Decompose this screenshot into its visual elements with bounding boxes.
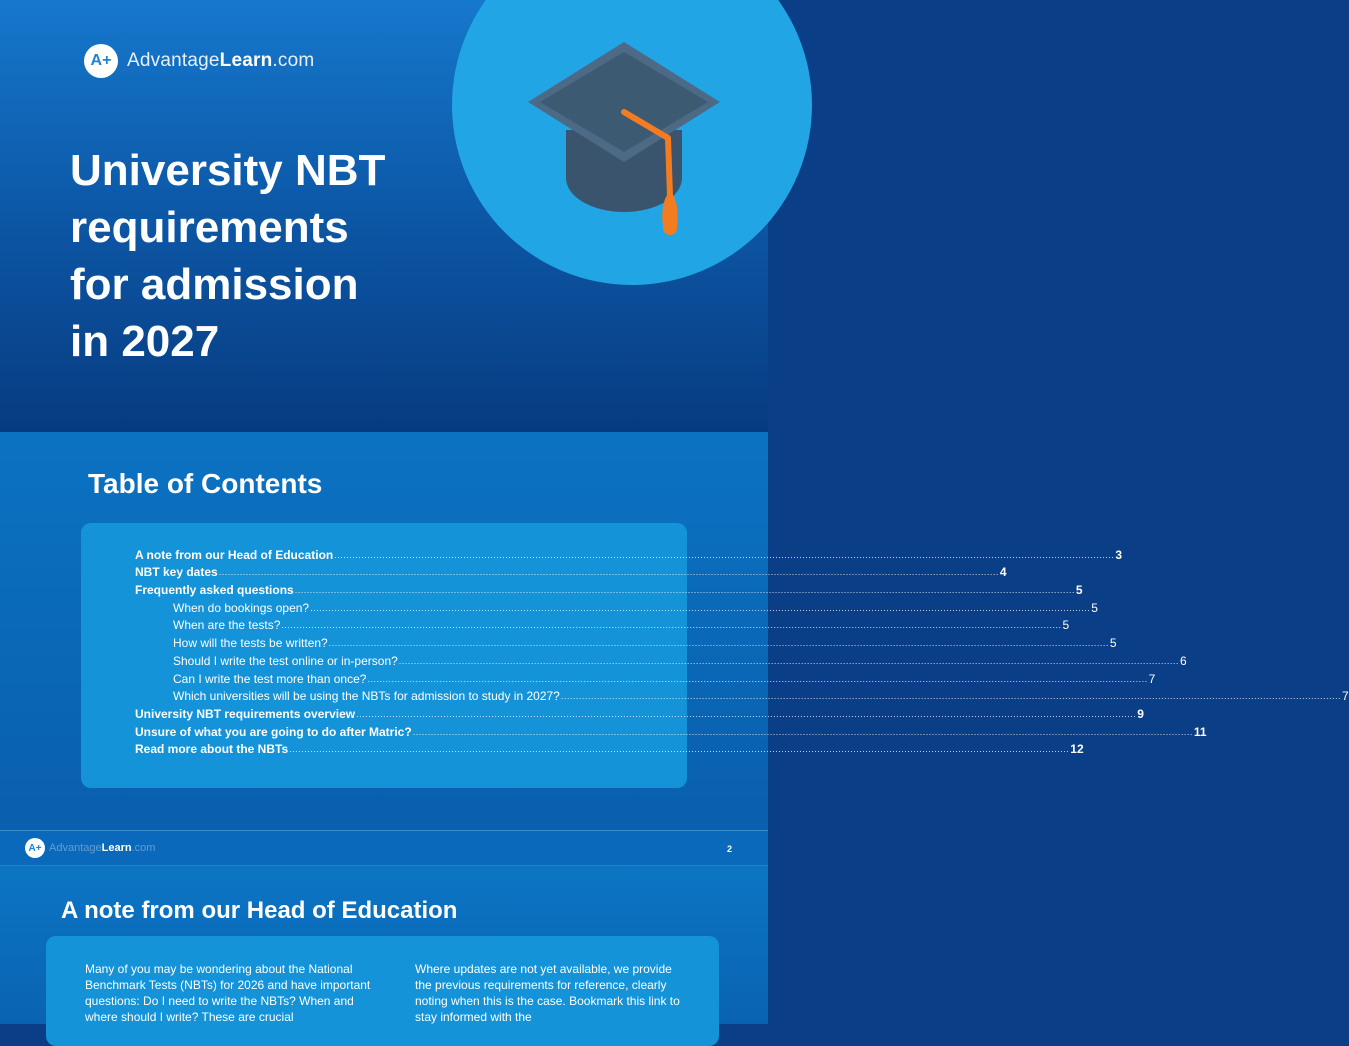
toc-subentry[interactable]	[135, 687, 1349, 705]
cover-title	[70, 142, 450, 370]
cover-title-line: for admission	[70, 260, 359, 309]
toc-entry-title: A note from our Head of Education	[135, 547, 334, 562]
toc-entry-page: 12	[1070, 742, 1084, 757]
cover-title-line: requirements	[70, 203, 349, 252]
brand-logo[interactable]	[84, 44, 314, 78]
toc-entry-title: Which universities will be using the NBTs for admission to study in 2027?	[173, 689, 560, 704]
toc-leader: ....................................................................................................................................................................................................................................................................	[281, 620, 1062, 631]
toc-leader: ....................................................................................................................................................................................................................................................................	[334, 549, 1115, 560]
toc-entry-page: 5	[1062, 618, 1070, 633]
toc-entry-title: When do bookings open?	[173, 600, 310, 615]
page-number: 2	[726, 844, 732, 854]
toc-subentry[interactable]	[135, 633, 1117, 651]
brand-badge-icon: A+	[84, 44, 118, 78]
toc-leader: ....................................................................................................................................................................................................................................................................	[294, 585, 1075, 596]
toc-entry-title: Can I write the test more than once?	[173, 671, 367, 686]
toc-leader: ....................................................................................................................................................................................................................................................................	[328, 638, 1109, 649]
graduation-cap-icon	[520, 30, 730, 240]
toc-entry-page: 3	[1115, 547, 1123, 562]
toc-leader: ....................................................................................................................................................................................................................................................................	[289, 744, 1070, 755]
page-header-band	[0, 830, 768, 866]
table-of-contents-page	[0, 432, 1349, 830]
toc-entry-title: University NBT requirements overview	[135, 706, 356, 721]
toc-leader: ....................................................................................................................................................................................................................................................................	[398, 655, 1179, 666]
toc-entry-page: 7	[1342, 689, 1349, 704]
note-column-left	[85, 961, 377, 1025]
toc-entry-title: NBT key dates	[135, 565, 218, 580]
cover-title-line: University NBT	[70, 146, 386, 195]
toc-entry[interactable]	[135, 563, 1007, 581]
toc-entry[interactable]	[135, 704, 1144, 722]
cover-title-line: in 2027	[70, 317, 220, 366]
toc-subentry[interactable]	[135, 669, 1156, 687]
note-heading: A note from our Head of Education	[61, 897, 458, 924]
toc-entry-page: 4	[999, 565, 1007, 580]
toc-entry-title: Unsure of what you are going to do after Matric?	[135, 724, 412, 739]
brand-wordmark	[127, 50, 314, 72]
brand-name-light: Advantage	[49, 842, 102, 854]
toc-entry-page: 11	[1193, 724, 1207, 739]
note-column-right: Where updates are not yet available, we provide the previous requirements for reference, clearly noting when this is the case. Bookmark this link to stay informed with the	[415, 962, 680, 1024]
toc-entry-title: When are the tests?	[173, 618, 281, 633]
toc-heading: Table of Contents	[88, 468, 323, 499]
toc-list	[135, 545, 1349, 757]
toc-entry[interactable]	[135, 722, 1207, 740]
brand-name-light: Advantage	[127, 50, 220, 71]
toc-entry-page: 9	[1137, 706, 1144, 721]
toc-subentry[interactable]	[135, 598, 1098, 616]
toc-subentry[interactable]	[135, 616, 1070, 634]
note-text: These are crucial	[198, 1010, 294, 1024]
head-of-education-note-page	[0, 866, 768, 1024]
toc-entry-page: 5	[1091, 600, 1098, 615]
toc-entry-title: Read more about the NBTs	[135, 742, 289, 757]
toc-entry-title: Frequently asked questions	[135, 583, 294, 598]
brand-name-suffix: .com	[272, 50, 315, 71]
header-brand-logo[interactable]	[25, 838, 155, 858]
toc-leader: ....................................................................................................................................................................................................................................................................	[412, 726, 1193, 737]
brand-name-suffix: .com	[131, 842, 156, 854]
note-box	[46, 936, 719, 1046]
toc-entry[interactable]	[135, 580, 1083, 598]
toc-entry-title: How will the tests be written?	[173, 636, 328, 651]
toc-entry-page: 7	[1148, 671, 1156, 686]
note-text-emphasis: Do I need to write the NBTs? When and where should I write?	[85, 994, 354, 1024]
toc-leader: ....................................................................................................................................................................................................................................................................	[367, 673, 1148, 684]
toc-box	[81, 523, 1349, 788]
toc-leader: ....................................................................................................................................................................................................................................................................	[218, 567, 999, 578]
toc-leader: ....................................................................................................................................................................................................................................................................	[356, 708, 1137, 719]
toc-leader: ....................................................................................................................................................................................................................................................................	[560, 691, 1341, 702]
toc-subentry[interactable]	[135, 651, 1187, 669]
brand-badge-icon: A+	[25, 838, 45, 858]
toc-entry[interactable]	[135, 740, 1084, 758]
toc-entry-page: 5	[1075, 583, 1083, 598]
brand-name-bold: Learn	[219, 50, 273, 71]
toc-entry[interactable]	[135, 545, 1123, 563]
note-text: Many of you may be wondering about the National Benchmark Tests (NBTs) for 2026 and have important questions:	[85, 962, 371, 1008]
toc-leader: ....................................................................................................................................................................................................................................................................	[310, 602, 1091, 613]
toc-entry-page: 6	[1179, 653, 1187, 668]
cover-page	[0, 0, 768, 432]
toc-entry-page: 5	[1109, 636, 1117, 651]
toc-entry-title: Should I write the test online or in-person?	[173, 653, 398, 668]
brand-name-bold: Learn	[101, 842, 132, 854]
brand-wordmark	[49, 842, 155, 854]
